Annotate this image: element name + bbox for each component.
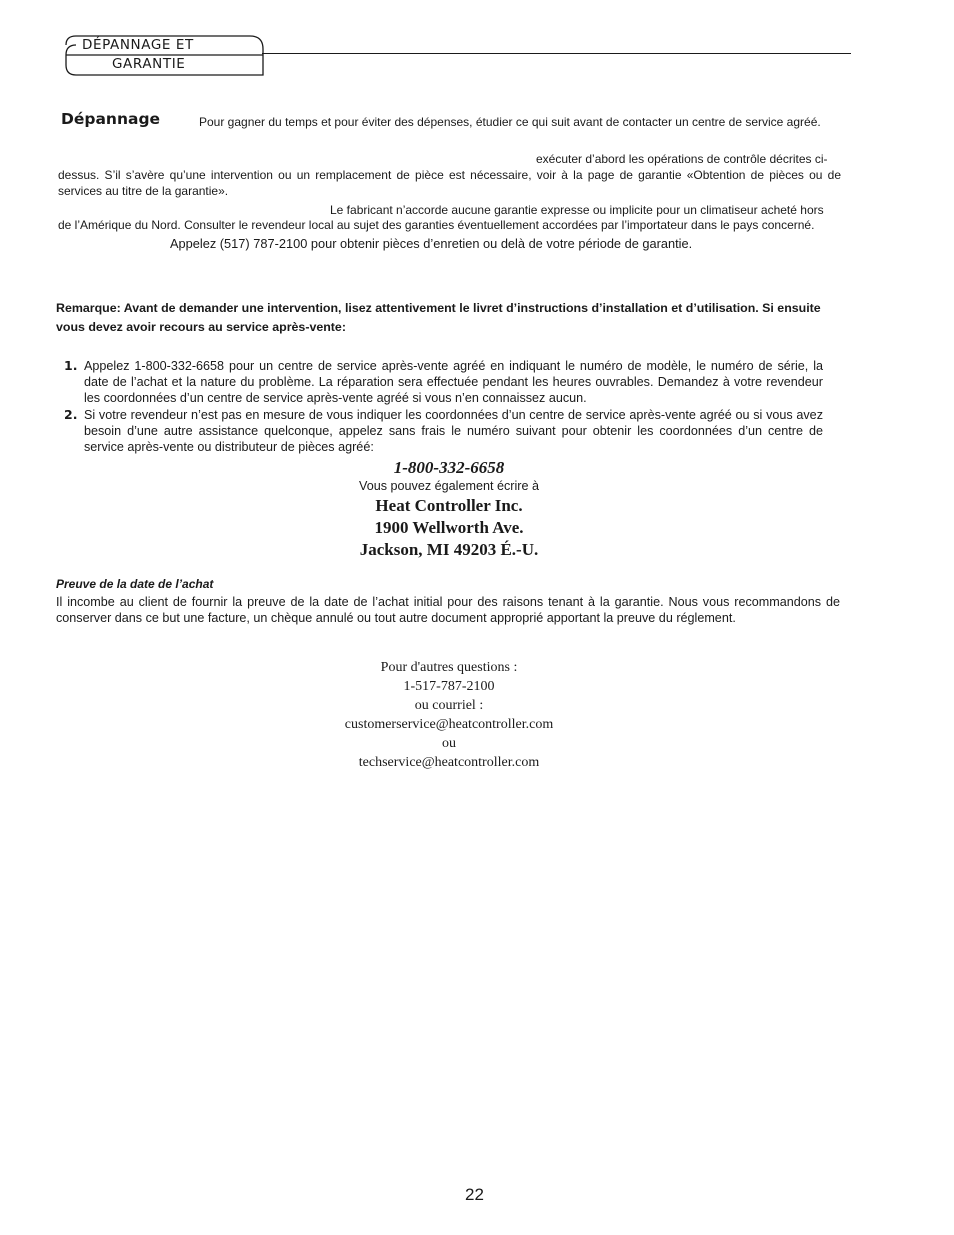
section-tab [64,35,264,75]
paragraph-3: Appelez (517) 787-2100 pour obtenir pièces d’enretien ou delà de votre période de garantie. [170,236,693,251]
write-to-label: Vous pouvez également écrire à [359,479,539,493]
techservice-email[interactable]: techservice@heatcontroller.com [358,755,540,770]
company-street: 1900 Wellworth Ave. [374,518,524,537]
questions-label: Pour d'autres questions : [380,660,518,675]
email-label: ou courriel : [414,698,484,713]
remarque-note: Remarque: Avant de demander une intervention, lisez attentivement le livret d’instructions d’installation et d’utilisation. Si ensuite vous devez avoir recours au service après-vente: [56,301,821,334]
list-item-2: Si votre revendeur n’est pas en mesure de vous indiquer les coordonnées d’un centre de service après-vente agréé ou si vous avez besoin d’une autre assistance quelconque, appelez sans frais le numéro suivant pour obtenir les coordonnées d’un centre de service après-vente ou distributeur de pièces agréé: [84,408,823,454]
depannage-heading: Dépannage [61,110,161,128]
list-number-1: 1. [64,358,78,373]
header-rule [262,53,851,54]
tab-title-line2: GARANTIE [112,56,186,72]
list-item-1: Appelez 1-800-332-6658 pour un centre de service après-vente agréé en indiquant le numéro de modèle, le numéro de série, la date de l’achat et la nature du problème. La réparation sera effectuée pendant les heures ouvrables. Demandez à votre revendeur les coordonnées d’un centre de service après-vente agréé si vous n’en connaissez aucun. [84,359,823,405]
depannage-intro: Pour gagner du temps et pour éviter des dépenses, étudier ce qui suit avant de contacter un centre de service agréé. [199,115,821,129]
page-number: 22 [465,1185,484,1204]
paragraph-2-rest: de l’Amérique du Nord. Consulter le revendeur local au sujet des garanties éventuellement accordées par l’importateur dans le pays concerné. [58,218,815,232]
list-number-2: 2. [64,407,78,422]
paragraph-2-first-line: Le fabricant n’accorde aucune garantie expresse ou implicite pour un climatiseur acheté hors [330,203,824,217]
or-label: ou [442,736,456,751]
preuve-heading: Preuve de la date de l’achat [56,577,214,591]
paragraph-1-first-line: exécuter d’abord les opérations de contrôle décrites ci- [536,152,828,166]
company-city: Jackson, MI 49203 É.-U. [359,540,539,559]
toll-free-phone: 1-800-332-6658 [393,458,505,477]
company-name: Heat Controller Inc. [375,496,523,515]
questions-phone: 1-517-787-2100 [403,679,495,694]
preuve-text: Il incombe au client de fournir la preuve de la date de l’achat initial pour des raisons tenant à la garantie. Nous vous recommandons de conserver dans ce but une facture, un chèque annulé ou tout autre document approprié apportant la preuve du réglement. [56,595,840,625]
tab-title-line1: DÉPANNAGE ET [82,37,194,53]
paragraph-1-rest: dessus. S’il s’avère qu’une intervention ou un remplacement de pièce est nécessaire, voir à la page de garantie «Obtention de pièces ou de services au titre de la garantie». [58,168,841,198]
customerservice-email[interactable]: customerservice@heatcontroller.com [344,717,554,732]
